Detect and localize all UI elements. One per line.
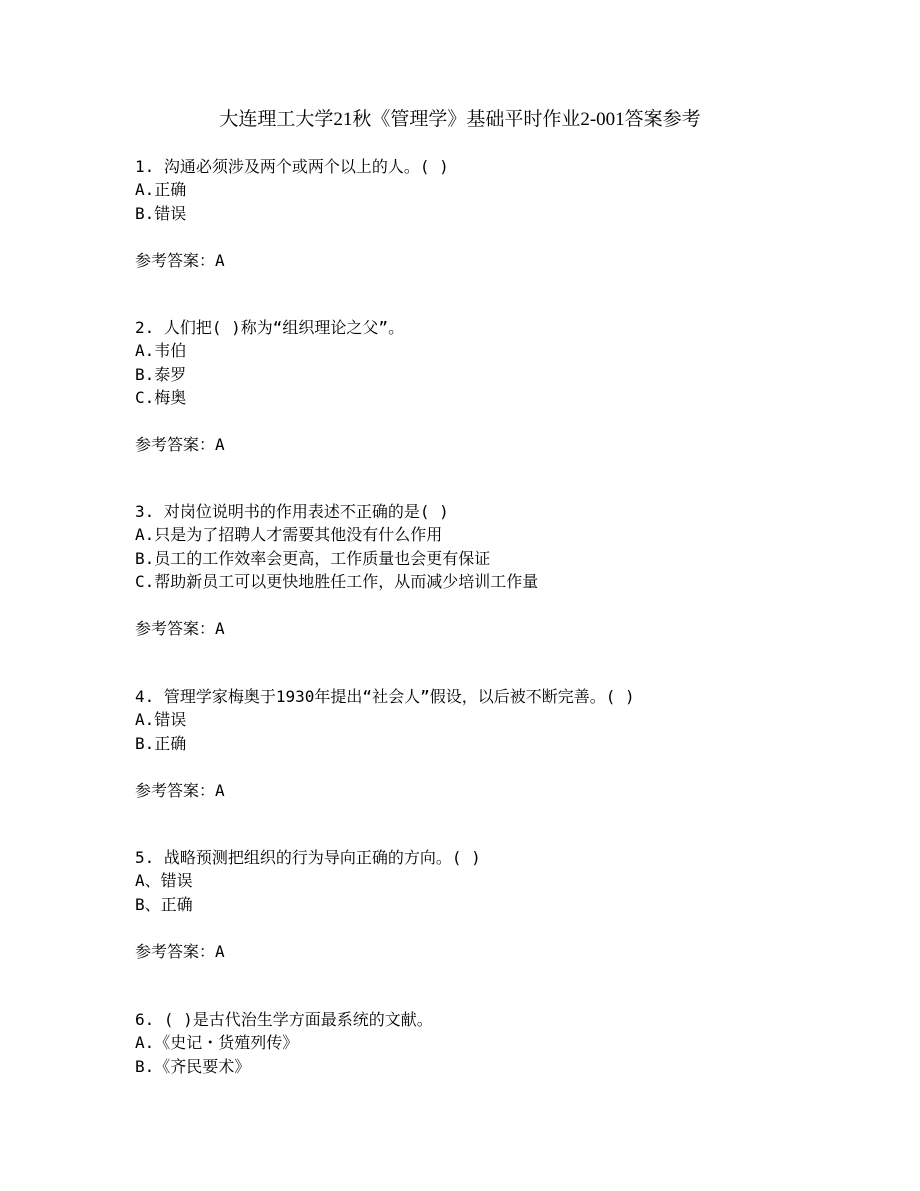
option-c: C.帮助新员工可以更快地胜任工作，从而减少培训工作量	[135, 571, 539, 591]
option-a: A、错误	[135, 871, 193, 891]
answer-value: A	[215, 619, 225, 639]
answer-label: 参考答案：	[135, 435, 216, 455]
question-stem: 3. 对岗位说明书的作用表述不正确的是( )	[135, 502, 449, 521]
option-b: B、正确	[135, 894, 193, 914]
option-c: C.梅奥	[135, 387, 187, 407]
question-stem: 4. 管理学家梅奥于1930年提出“社会人”假设，以后被不断完善。( )	[135, 687, 635, 706]
answer-label: 参考答案：	[135, 941, 216, 961]
option-b: B.《齐民要术》	[135, 1056, 251, 1076]
option-a: A.正确	[135, 180, 187, 200]
option-a: A.韦伯	[135, 341, 187, 361]
option-a: A.错误	[135, 710, 187, 730]
option-a: A.只是为了招聘人才需要其他没有什么作用	[135, 525, 443, 545]
question-1	[135, 155, 835, 272]
option-b: B.正确	[135, 733, 187, 753]
question-stem: 5. 战略预测把组织的行为导向正确的方向。( )	[135, 848, 481, 867]
reference-answer	[135, 433, 835, 456]
option-a: A.《史记・货殖列传》	[135, 1033, 299, 1053]
question-stem: 2. 人们把( )称为“组织理论之父”。	[135, 318, 405, 337]
answer-label: 参考答案：	[135, 780, 216, 800]
option-b: B.错误	[135, 203, 187, 223]
reference-answer	[135, 617, 835, 640]
reference-answer	[135, 940, 835, 963]
question-2	[135, 316, 835, 456]
question-4	[135, 685, 835, 802]
question-stem: 6. ( )是古代治生学方面最系统的文献。	[135, 1010, 433, 1029]
question-6	[135, 1008, 835, 1078]
question-5	[135, 846, 835, 963]
question-stem: 1. 沟通必须涉及两个或两个以上的人。( )	[135, 157, 449, 176]
answer-value: A	[215, 435, 225, 455]
reference-answer	[135, 249, 835, 272]
option-b: B.员工的工作效率会更高，工作质量也会更有保证	[135, 548, 491, 568]
document-title: 大连理工大学21秋《管理学》基础平时作业2-001答案参考	[219, 109, 701, 130]
answer-label: 参考答案：	[135, 250, 216, 270]
reference-answer	[135, 779, 835, 802]
option-b: B.泰罗	[135, 364, 187, 384]
answer-value: A	[215, 780, 225, 800]
answer-label: 参考答案：	[135, 619, 216, 639]
answer-value: A	[215, 250, 225, 270]
answer-value: A	[215, 941, 225, 961]
question-3	[135, 500, 835, 640]
